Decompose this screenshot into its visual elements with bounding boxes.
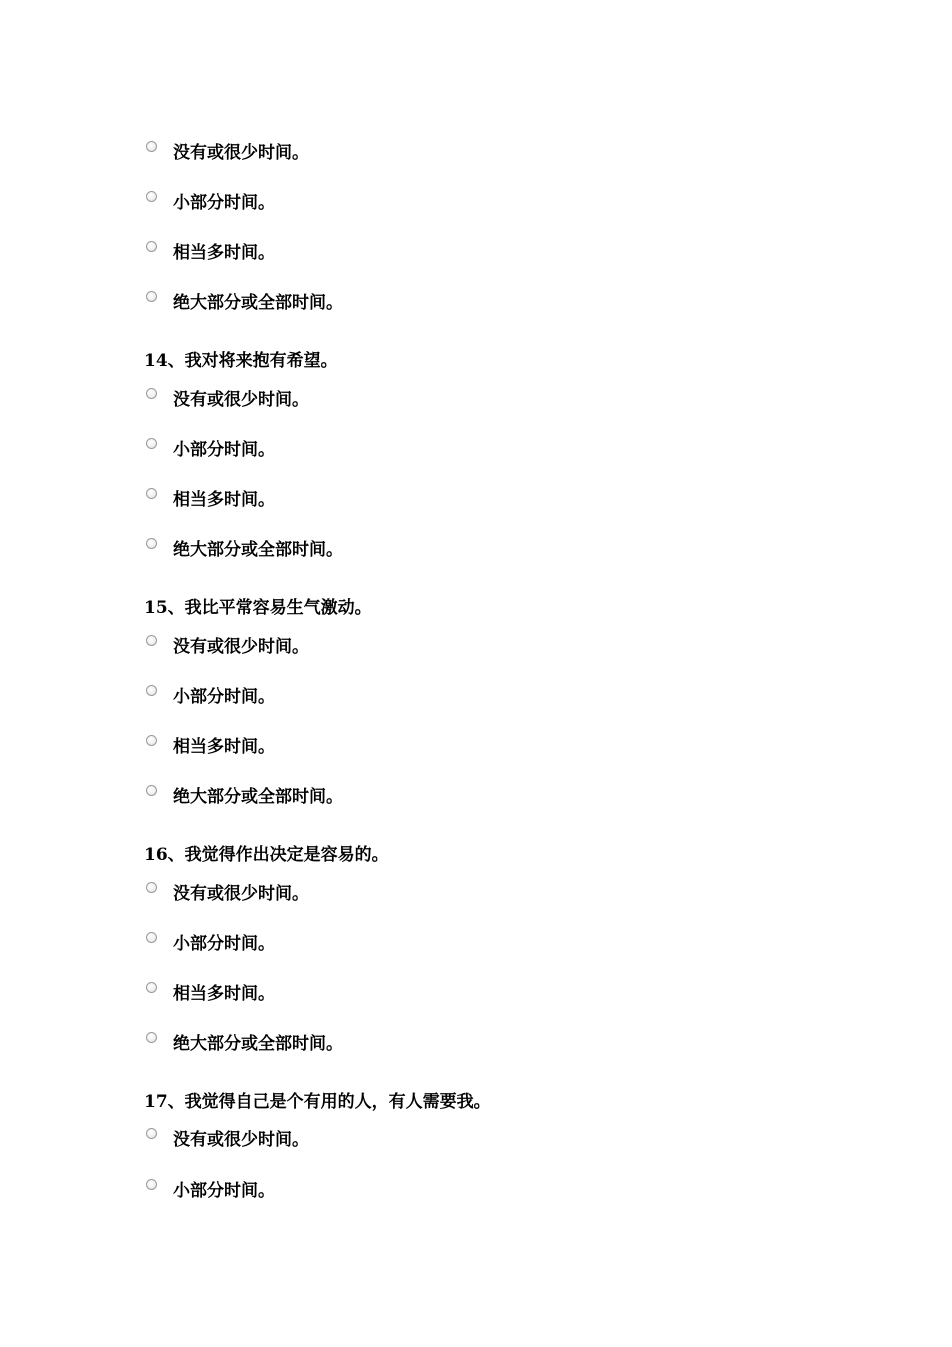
question-text: 15、我比平常容易生气激动。 [144, 598, 372, 618]
option-row[interactable] [0, 979, 952, 1009]
radio-button[interactable] [146, 438, 157, 449]
option-label: 没有或很少时间。 [173, 390, 309, 410]
question-text: 14、我对将来抱有希望。 [144, 351, 338, 371]
option-label: 相当多时间。 [173, 737, 275, 757]
option-label: 没有或很少时间。 [173, 637, 309, 657]
radio-button[interactable] [146, 982, 157, 993]
option-row[interactable] [0, 929, 952, 959]
option-row[interactable] [0, 288, 952, 318]
radio-button[interactable] [146, 932, 157, 943]
radio-button[interactable] [146, 291, 157, 302]
option-label: 小部分时间。 [173, 193, 275, 213]
option-label: 没有或很少时间。 [173, 1130, 309, 1150]
option-row[interactable] [0, 385, 952, 415]
radio-button[interactable] [146, 735, 157, 746]
radio-button[interactable] [146, 388, 157, 399]
question-text: 16、我觉得作出决定是容易的。 [144, 845, 389, 865]
radio-button[interactable] [146, 538, 157, 549]
option-label: 绝大部分或全部时间。 [173, 540, 343, 560]
option-row[interactable] [0, 732, 952, 762]
option-label: 相当多时间。 [173, 243, 275, 263]
option-row[interactable] [0, 138, 952, 168]
option-row[interactable] [0, 188, 952, 218]
option-label: 绝大部分或全部时间。 [173, 1034, 343, 1054]
option-row[interactable] [0, 1176, 952, 1206]
option-row[interactable] [0, 682, 952, 712]
radio-button[interactable] [146, 785, 157, 796]
option-label: 小部分时间。 [173, 1181, 275, 1201]
radio-button[interactable] [146, 141, 157, 152]
option-label: 没有或很少时间。 [173, 884, 309, 904]
option-label: 没有或很少时间。 [173, 143, 309, 163]
option-row[interactable] [0, 632, 952, 662]
option-label: 小部分时间。 [173, 687, 275, 707]
radio-button[interactable] [146, 635, 157, 646]
option-label: 相当多时间。 [173, 984, 275, 1004]
option-label: 小部分时间。 [173, 934, 275, 954]
option-row[interactable] [0, 782, 952, 812]
radio-button[interactable] [146, 882, 157, 893]
radio-button[interactable] [146, 241, 157, 252]
option-row[interactable] [0, 485, 952, 515]
option-row[interactable] [0, 879, 952, 909]
question-text: 17、我觉得自己是个有用的人，有人需要我。 [144, 1092, 491, 1112]
radio-button[interactable] [146, 1179, 157, 1190]
option-label: 小部分时间。 [173, 440, 275, 460]
option-row[interactable] [0, 535, 952, 565]
option-label: 相当多时间。 [173, 490, 275, 510]
radio-button[interactable] [146, 685, 157, 696]
option-row[interactable] [0, 1125, 952, 1155]
radio-button[interactable] [146, 191, 157, 202]
option-label: 绝大部分或全部时间。 [173, 293, 343, 313]
radio-button[interactable] [146, 488, 157, 499]
option-row[interactable] [0, 1029, 952, 1059]
option-label: 绝大部分或全部时间。 [173, 787, 343, 807]
radio-button[interactable] [146, 1128, 157, 1139]
radio-button[interactable] [146, 1032, 157, 1043]
option-row[interactable] [0, 435, 952, 465]
option-row[interactable] [0, 238, 952, 268]
